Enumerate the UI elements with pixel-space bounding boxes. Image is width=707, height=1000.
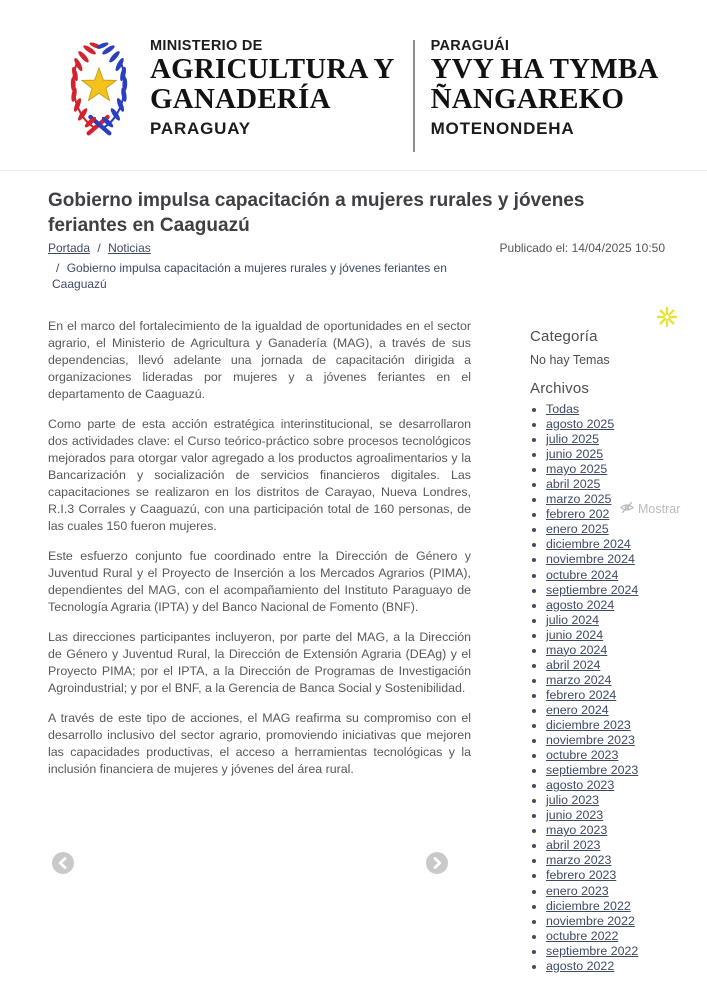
archive-list-item — [546, 462, 702, 477]
article-paragraph: A través de este tipo de acciones, el MAG reafirma su compromiso con el desarrollo inclusivo del sector agrario, promoviendo iniciativas que mejoren las capacidades productivas, el acceso a herramientas tecnológicas y la inclusión financiera de mujeres y jóvenes del área rural. — [48, 710, 471, 776]
ministry-gn-line2: YVY HA TYMBA — [430, 53, 659, 85]
archive-list-item — [546, 763, 702, 778]
breadcrumb-link-portada[interactable]: Portada — [48, 241, 91, 255]
archive-list-item — [546, 718, 702, 733]
archive-link[interactable]: octubre 2022 — [546, 928, 619, 943]
archive-list-item — [546, 793, 702, 808]
archives-list — [530, 402, 702, 974]
archive-list-item — [546, 884, 702, 899]
archives-heading: Archivos — [530, 380, 590, 397]
archive-link[interactable]: noviembre 2023 — [546, 733, 635, 748]
site-header — [56, 34, 659, 152]
archive-link[interactable]: julio 2025 — [546, 432, 600, 447]
archive-link[interactable]: Todas — [546, 402, 580, 416]
archive-link[interactable]: octubre 2024 — [546, 567, 619, 582]
category-empty-text: No hay Temas — [530, 353, 610, 367]
archive-link[interactable]: abril 2025 — [546, 477, 601, 492]
archive-list-item — [546, 853, 702, 868]
show-tooltip-label: Mostrar — [638, 502, 681, 516]
archive-link[interactable]: febrero 2023 — [546, 868, 617, 883]
archive-list-item — [546, 447, 702, 462]
archive-link[interactable]: diciembre 2023 — [546, 717, 631, 732]
ministry-gn-line1: PARAGUÁI — [430, 38, 510, 54]
article-paragraph: Como parte de esta acción estratégica interinstitucional, se desarrollaron dos actividades clave: el Curso teórico-práctico sobre procesos tecnológicos mejorados para otorgar valor agregado a los productos agroalimentarios y la Bancarización y socialización de servicios financieros digitales. Las capacitaciones se realizaron en los distritos de Carayao, Nueva Londres, R.I.3 Corrales y Caaguazú, con una participación total de 160 personas, de las cuales 150 fueron mujeres. — [48, 416, 471, 533]
archive-link[interactable]: julio 2023 — [546, 793, 600, 808]
ministry-gn-line4: MOTENONDEHA — [430, 118, 575, 138]
article-paragraph: Las direcciones participantes incluyeron, por parte del MAG, a la Dirección de Género y Juventud Rural, la Dirección de Extensión Agraria (DEAg) y el Proyecto PIMA; por el IPTA, a la Dirección de Programas de Investigación Agroindustrial; y por el BNF, a la Gerencia de Banca Social y Sostenibilidad. — [48, 629, 471, 695]
archive-list-item — [546, 823, 702, 838]
archive-list-item — [546, 688, 702, 703]
archive-link[interactable]: enero 2024 — [546, 702, 609, 717]
ministry-line2: AGRICULTURA Y — [150, 53, 395, 85]
archive-link[interactable]: septiembre 2022 — [546, 943, 639, 958]
ministry-name-es — [150, 38, 395, 139]
archive-list-item — [546, 944, 702, 959]
ministry-line3: GANADERÍA — [150, 83, 331, 116]
eye-off-icon — [620, 501, 634, 517]
breadcrumb-separator: / — [56, 261, 60, 276]
breadcrumb-current: Gobierno impulsa capacitación a mujeres rurales y jóvenes feriantes en Caaguazú — [52, 261, 447, 292]
archive-list-item — [546, 658, 702, 673]
archive-link[interactable]: mayo 2024 — [546, 642, 608, 657]
archive-link[interactable]: marzo 2025 — [546, 492, 612, 507]
archive-link[interactable]: septiembre 2023 — [546, 763, 639, 778]
archive-link[interactable]: junio 2025 — [546, 447, 604, 462]
carousel-prev-button[interactable] — [52, 852, 74, 874]
chevron-left-icon — [52, 862, 74, 877]
archive-list-item — [546, 899, 702, 914]
archive-link[interactable]: abril 2023 — [546, 838, 601, 853]
archive-list-item — [546, 522, 702, 537]
article-paragraph: En el marco del fortalecimiento de la igualdad de oportunidades en el sector agrario, el Ministerio de Agricultura y Ganadería (MAG), a través de sus dependencias, llevó adelante una jornada de capacitación dirigida a organizaciones lideradas por mujeres y a jóvenes feriantes en el departamento de Caaguazú. — [48, 319, 471, 401]
archive-link[interactable]: noviembre 2024 — [546, 552, 635, 567]
archive-link[interactable]: agosto 2024 — [546, 597, 615, 612]
archive-link[interactable]: abril 2024 — [546, 657, 601, 672]
archive-list-item — [546, 628, 702, 643]
header-rule — [0, 170, 707, 171]
archive-link[interactable]: febrero 202 — [546, 507, 610, 522]
archive-link[interactable]: febrero 2024 — [546, 687, 617, 702]
archive-list-item — [546, 673, 702, 688]
archive-link[interactable]: junio 2024 — [546, 627, 604, 642]
ministry-gn-line3: ÑANGAREKO — [430, 83, 625, 116]
archive-list-item — [546, 552, 702, 567]
archive-link[interactable]: noviembre 2022 — [546, 913, 635, 928]
chevron-right-icon — [426, 862, 448, 877]
archive-link[interactable]: marzo 2024 — [546, 672, 612, 687]
archive-list-item — [546, 929, 702, 944]
archive-list-item — [546, 733, 702, 748]
archive-list-item — [546, 417, 702, 432]
archive-list-item — [546, 583, 702, 598]
archive-link[interactable]: agosto 2023 — [546, 778, 615, 793]
category-heading: Categoría — [530, 328, 598, 345]
archive-list-item — [546, 748, 702, 763]
show-tooltip — [618, 501, 682, 517]
archive-list-item — [546, 868, 702, 883]
archive-link[interactable]: mayo 2023 — [546, 823, 608, 838]
archive-list-item — [546, 477, 702, 492]
archive-link[interactable]: enero 2023 — [546, 883, 609, 898]
archive-list-item — [546, 598, 702, 613]
archive-link[interactable]: diciembre 2022 — [546, 898, 631, 913]
ministry-name-gn — [431, 38, 659, 139]
archive-list-item — [546, 613, 702, 628]
ministry-line1: MINISTERIO DE — [150, 38, 263, 54]
archive-link[interactable]: diciembre 2024 — [546, 537, 631, 552]
archive-link[interactable]: agosto 2022 — [546, 958, 615, 973]
article-paragraph: Este esfuerzo conjunto fue coordinado entre la Dirección de Género y Juventud Rural y el Proyecto de Inserción a los Mercados Agrarios (PIMA), dependientes del MAG, con el acompañamiento del Instituto Paraguayo de Tecnología Agraria (IPTA) y del Banco Nacional de Fomento (BNF). — [48, 548, 471, 614]
archive-link[interactable]: septiembre 2024 — [546, 582, 639, 597]
archive-list-item — [546, 838, 702, 853]
archive-list-item — [546, 643, 702, 658]
archive-link[interactable]: julio 2024 — [546, 612, 600, 627]
page-title: Gobierno impulsa capacitación a mujeres rurales y jóvenes feriantes en Caaguazú — [48, 190, 585, 237]
archive-link[interactable]: agosto 2025 — [546, 417, 615, 432]
sidebar — [530, 308, 702, 974]
archive-list-item — [546, 778, 702, 793]
paraguay-wreath-star-emblem-icon — [56, 34, 142, 143]
breadcrumb-link-noticias[interactable]: Noticias — [108, 241, 151, 255]
archive-link[interactable]: octubre 2023 — [546, 748, 619, 763]
archive-list-item — [546, 914, 702, 929]
ministry-line4: PARAGUAY — [150, 118, 251, 138]
archive-list-item — [546, 537, 702, 552]
archive-list-item — [546, 959, 702, 974]
article-body — [48, 318, 471, 791]
header-divider — [413, 40, 415, 152]
archive-list-item — [546, 568, 702, 583]
archive-link[interactable]: mayo 2025 — [546, 462, 608, 477]
breadcrumb — [48, 240, 488, 293]
archive-link[interactable]: junio 2023 — [546, 808, 604, 823]
carousel-next-button[interactable] — [426, 852, 448, 874]
archive-list-item — [546, 432, 702, 447]
archive-list-item — [546, 808, 702, 823]
archive-list-item — [546, 703, 702, 718]
archive-link[interactable]: marzo 2023 — [546, 853, 612, 868]
archive-link[interactable]: enero 2025 — [546, 522, 609, 537]
breadcrumb-separator: / — [97, 241, 101, 255]
archive-list-item — [546, 402, 702, 417]
published-date: Publicado el: 14/04/2025 10:50 — [499, 241, 665, 255]
